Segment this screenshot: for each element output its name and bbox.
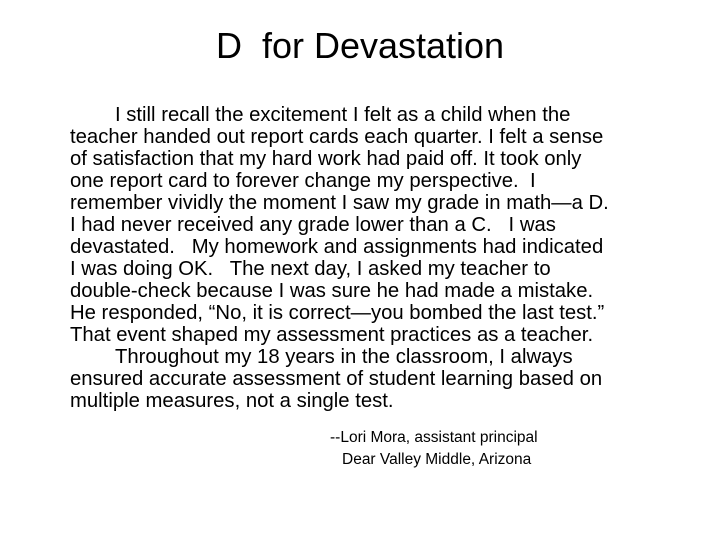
body-line: I had never received any grade lower than a C. I was (70, 214, 556, 236)
body-line: ensured accurate assessment of student learning based on (70, 368, 603, 390)
body-line: one report card to forever change my perspective. I (70, 170, 536, 192)
body-line: multiple measures, not a single test. (70, 390, 394, 412)
body-line: remember vividly the moment I saw my grade in math—a D. (70, 192, 609, 214)
body-line: I still recall the excitement I felt as a child when the (115, 104, 571, 126)
body-line: He responded, “No, it is correct—you bombed the last test.” (70, 302, 605, 324)
body-line: double-check because I was sure he had made a mistake. (70, 280, 594, 302)
body-line: teacher handed out report cards each quarter. I felt a sense (70, 126, 604, 148)
attribution (330, 427, 590, 471)
slide-title: D for Devastation (215, 25, 505, 66)
body-line: Throughout my 18 years in the classroom, I always (115, 346, 573, 368)
attribution-name: --Lori Mora, assistant principal (330, 429, 538, 446)
body-text (70, 104, 690, 412)
attribution-school: Dear Valley Middle, Arizona (342, 451, 532, 468)
body-line: I was doing OK. The next day, I asked my teacher to (70, 258, 551, 280)
body-line: That event shaped my assessment practices as a teacher. (70, 324, 594, 346)
body-line: of satisfaction that my hard work had paid off. It took only (70, 148, 582, 170)
body-line: devastated. My homework and assignments had indicated (70, 236, 604, 258)
